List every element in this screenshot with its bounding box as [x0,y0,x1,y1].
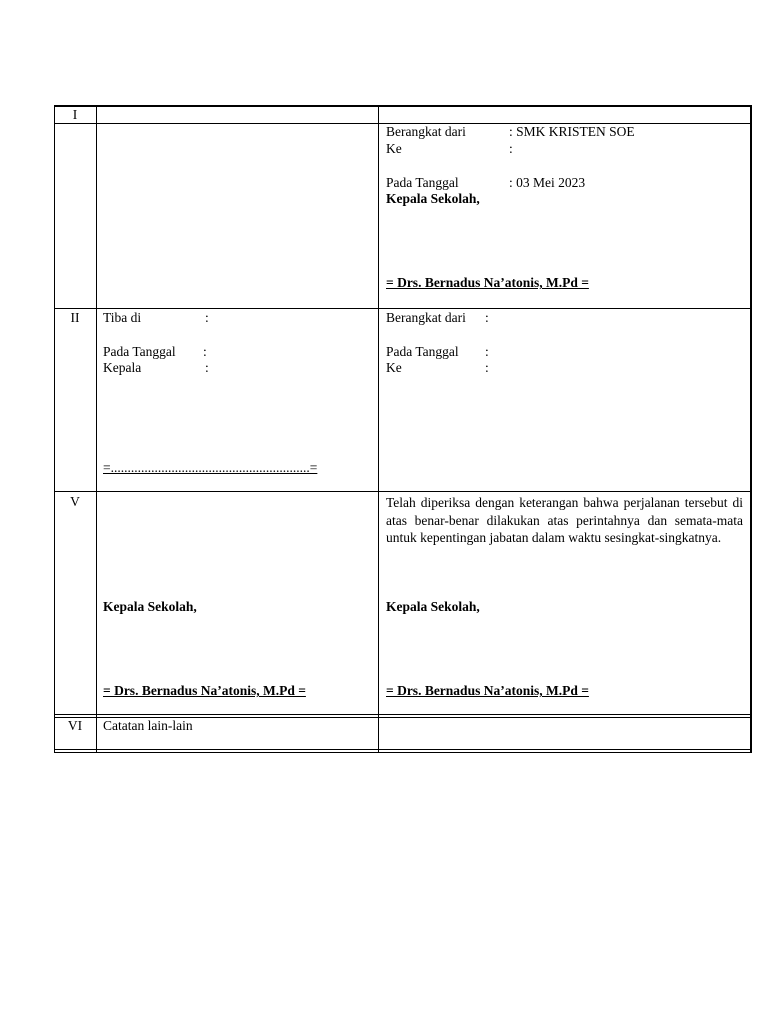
row-divider-ii [54,491,752,492]
verification-statement: Telah diperiksa dengan keterangan bahwa perjalanan tersebut di atas benar-benar dilakukan atas perintahnya dan semata-mata untuk kepentingan jabatan dalam waktu sesingkat-singkatnya. [386,495,743,545]
kepala-colon: : [205,360,209,375]
left-signer-title: Kepala Sekolah, [103,599,197,614]
ke-label: Ke [386,360,402,375]
pada-tanggal-label: Pada Tanggal [386,175,459,190]
signer-title: Kepala Sekolah, [386,191,480,206]
signer-name: = Drs. Bernadus Na’atonis, M.Pd = [386,275,589,290]
row-divider-v [54,714,752,715]
berangkat-dari-colon: : [485,310,489,325]
section-number-ii: II [70,310,80,325]
section-number-i: I [72,107,78,122]
right-signer-name: = Drs. Bernadus Na’atonis, M.Pd = [386,683,589,698]
column-divider-middle [378,105,379,753]
section-number-v: V [70,494,80,509]
pada-tanggal-colon: : [203,344,207,359]
tiba-di-colon: : [205,310,209,325]
pada-tanggal-label: Pada Tanggal [103,344,176,359]
tiba-di-label: Tiba di [103,310,142,325]
travel-record-table [54,105,752,753]
border-bottom [54,749,752,750]
left-signer-name: = Drs. Bernadus Na’atonis, M.Pd = [103,683,306,698]
border-top [54,105,752,107]
pada-tanggal-label: Pada Tanggal [386,344,459,359]
right-signer-title: Kepala Sekolah, [386,599,480,614]
pada-tanggal-colon: : [485,344,489,359]
travel-document [54,105,752,753]
border-right [750,105,752,753]
berangkat-dari-label: Berangkat dari [386,124,466,139]
row-divider-i [54,308,752,309]
pada-tanggal-value: : 03 Mei 2023 [509,175,586,190]
signature-line: =...........................................................= [103,460,318,475]
berangkat-dari-value: : SMK KRISTEN SOE [509,124,635,139]
column-divider-number [96,105,97,753]
berangkat-dari-label: Berangkat dari [386,310,466,325]
kepala-label: Kepala [103,360,142,375]
border-left [54,105,55,753]
border-bottom-double [54,752,752,753]
ke-label: Ke [386,141,402,156]
ke-value: : [509,141,513,156]
section-number-vi: VI [67,718,83,733]
notes-label: Catatan lain-lain [103,718,193,733]
ke-colon: : [485,360,489,375]
